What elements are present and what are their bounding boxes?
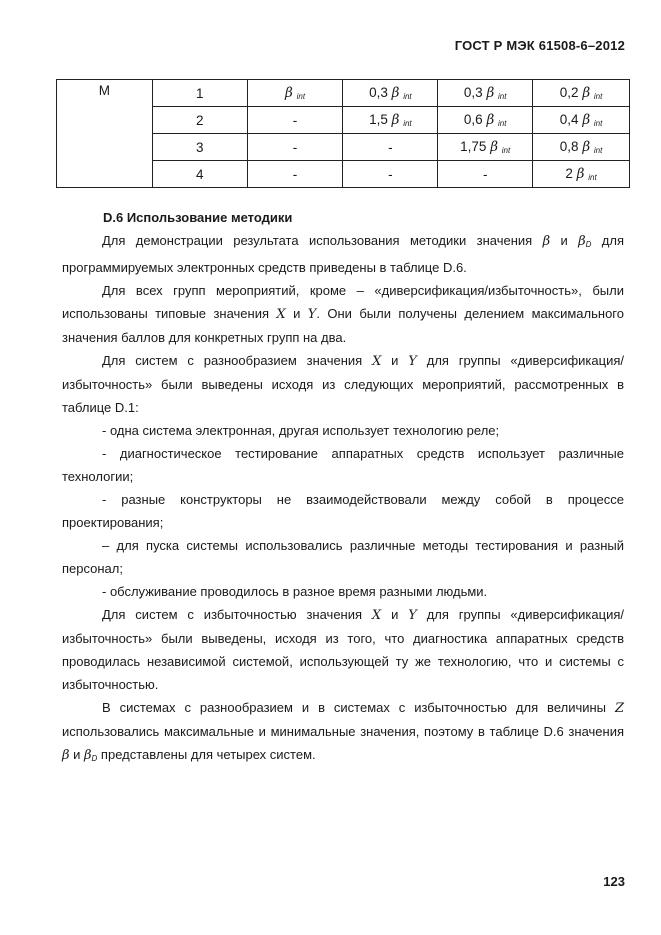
table-cell: - [247,107,343,134]
document-header: ГОСТ Р МЭК 61508-6–2012 [454,38,625,53]
page-number: 123 [603,874,625,889]
row-number: 2 [152,107,247,134]
table-cell: 1,5 β $_{int}$ [343,107,438,134]
table-cell: 0,2 β $_{int}$ [533,80,630,107]
beta-table [56,79,630,188]
paragraph: Для демонстрации результата использования методики значения β и $\beta_D$ для программируемых электронных средств приведены в таблице D.6. [62,233,624,275]
table-cell: 2 β $_{int}$ [533,161,630,188]
group-label: M [57,80,153,188]
table-cell: 1,75 β $_{int}$ [438,134,533,161]
list-item: - одна система электронная, другая использует технологию реле; [102,423,500,438]
section-heading: D.6 Использование методики [103,210,293,225]
table-cell: 0,6 β $_{int}$ [438,107,533,134]
paragraph: В системах с разнообразием и в системах с избыточностью для величины Z использовались максимальные и минимальные значения, поэтому в таблице D.6 значения β и $\beta_D$ представлены для четырех систем. [62,700,624,763]
table-cell: 0,8 β $_{int}$ [533,134,630,161]
table-cell: 0,3 β $_{int}$ [343,80,438,107]
table-cell: 0,4 β $_{int}$ [533,107,630,134]
row-number: 4 [152,161,247,188]
table-cell: - [343,134,438,161]
table-cell: - [343,161,438,188]
table-cell: - [247,134,343,161]
list-item: – для пуска системы использовались различные методы тестирования и разный персонал; [62,538,624,576]
table-row [57,80,630,107]
list-item: - обслуживание проводилось в разное время разными людьми. [102,584,488,599]
row-number: 1 [152,80,247,107]
section-content [62,206,624,770]
table-cell: β $_{int}$ [247,80,343,107]
list-item: - разные конструкторы не взаимодействовали между собой в процессе проектирования; [62,492,624,530]
row-number: 3 [152,134,247,161]
table-cell: - [247,161,343,188]
paragraph: Для систем с разнообразием значения X и Y для группы «диверсификация/избыточность» были выведены исходя из следующих мероприятий, рассмотренных в таблице D.1: [62,353,624,415]
table-cell: - [438,161,533,188]
table-cell: 0,3 β $_{int}$ [438,80,533,107]
list-item: - диагностическое тестирование аппаратных средств использует различные технологии; [62,446,624,484]
paragraph: Для всех групп мероприятий, кроме – «диверсификация/избыточность», были использованы типовые значения X и Y. Они были получены делением максимального значения баллов для конкретных групп на два. [62,283,624,345]
paragraph: Для систем с избыточностью значения X и Y для группы «диверсификация/избыточность» были выведены, исходя из того, что диагностика аппаратных средств проводилась независимой системой, использующей ту же технологию, что и системы с избыточностью. [62,607,624,692]
